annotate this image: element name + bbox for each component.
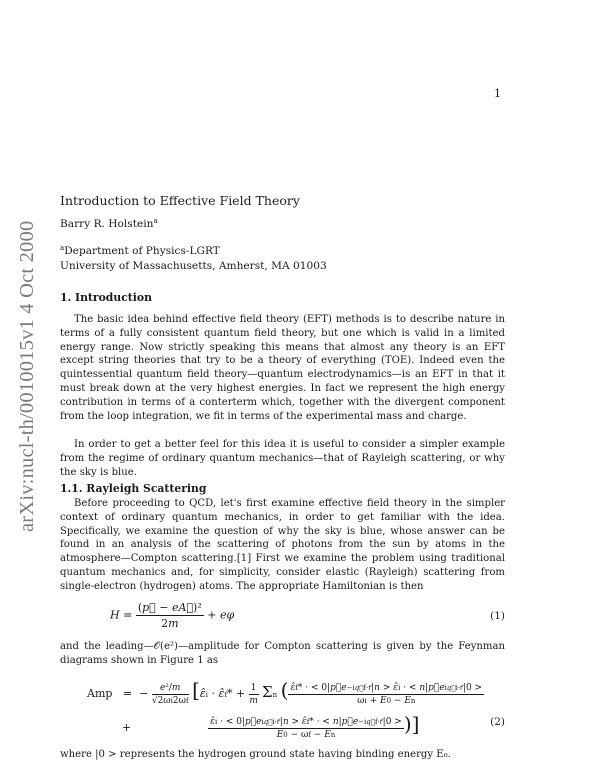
page-number: 1	[494, 87, 501, 100]
section-heading-introduction: 1. Introduction	[60, 291, 152, 304]
closing-sentence: where |0 > represents the hydrogen ground state having binding energy E₀.	[60, 749, 451, 760]
equation-1-number: (1)	[490, 610, 505, 622]
affiliation	[60, 241, 327, 274]
equation-2	[60, 668, 505, 744]
author-affiliation-mark: a	[153, 217, 158, 225]
intro-paragraph-1: The basic idea behind effective field theory (EFT) methods is to describe nature in terms of a fully consistent quantum field theory, but one which is valid in a limited energy range. Now strictly speaking this means that almost any theory is an EFT except string theories that try to be a theory of everything (TOE). Indeed even the quintessential quantum field theory—quantum electrodynamics—is an EFT in that it must break down at the very highest energies. In fact we represent the high energy contribution in terms of a conterterm which, together with the divergent component from the loop integration, we fit in terms of the experimental mass and charge.	[60, 314, 505, 422]
affiliation-department: Department of Physics-LGRT	[64, 245, 220, 257]
amplitude-formula-line-1: Amp = − $\frac{\text{e²/m}}{√2\omega i2\omega f}$ [ε̂i · ε̂f* + $\frac{1}{m}$ Σn ( $\frac{\text{ε̂f* · < 0|p⃗e−iq⃗f·r⃗|n > ε̂i · < n|p⃗eiq⃗i·r⃗|0 >}}{\omega i + E0 - En}$	[87, 678, 483, 706]
hamiltonian-formula: H = $\frac{\text{(p⃗ − eA⃗)²}}{2m}$ + eφ	[110, 601, 235, 630]
intro-paragraph-2: In order to get a better feel for this idea it is useful to consider a simpler example from the regime of ordinary quantum mechanics—that of Rayleigh scattering, or why the sky is blue.	[60, 439, 505, 478]
author-line	[60, 217, 158, 230]
rayleigh-paragraph: Before proceeding to QCD, let's first examine effective field theory in the simpler context of ordinary quantum mechanics, in order to get familiar with the idea. Specifically, we examine the question of why the sky is blue, whose answer can be found in an analysis of the scattering of photons from the sun by atoms in the atmosphere—Compton scattering.[1] First we examine the problem using traditional quantum mechanics and, for simplicity, consider elastic (Rayleigh) scattering from single-electron (hydrogen) atoms. The appropriate Hamiltonian is then	[60, 498, 505, 592]
equation-1	[60, 599, 505, 635]
author-name: Barry R. Holstein	[60, 218, 154, 230]
arxiv-identifier-stamp: arXiv:nucl-th/0010015v1 4 Oct 2000	[16, 220, 38, 532]
amplitude-formula-line-2: + $\frac{\text{ε̂i · < 0|p⃗eiq⃗i·r⃗|n > ε̂f* · < n|p⃗e−iq⃗f·r⃗|0 >}}{E0 - \omega f - En}$ )]	[122, 712, 420, 740]
equation-2-number: (2)	[490, 716, 505, 728]
section-heading-rayleigh: 1.1. Rayleigh Scattering	[60, 482, 207, 495]
amplitude-intro-paragraph: and the leading—𝒪(e²)—amplitude for Compton scattering is given by the Feynman diagrams shown in Figure 1 as	[60, 641, 505, 666]
paper-title: Introduction to Effective Field Theory	[60, 193, 300, 208]
affiliation-address: University of Massachusetts, Amherst, MA 01003	[60, 260, 327, 272]
affiliation-mark: a	[60, 244, 65, 252]
